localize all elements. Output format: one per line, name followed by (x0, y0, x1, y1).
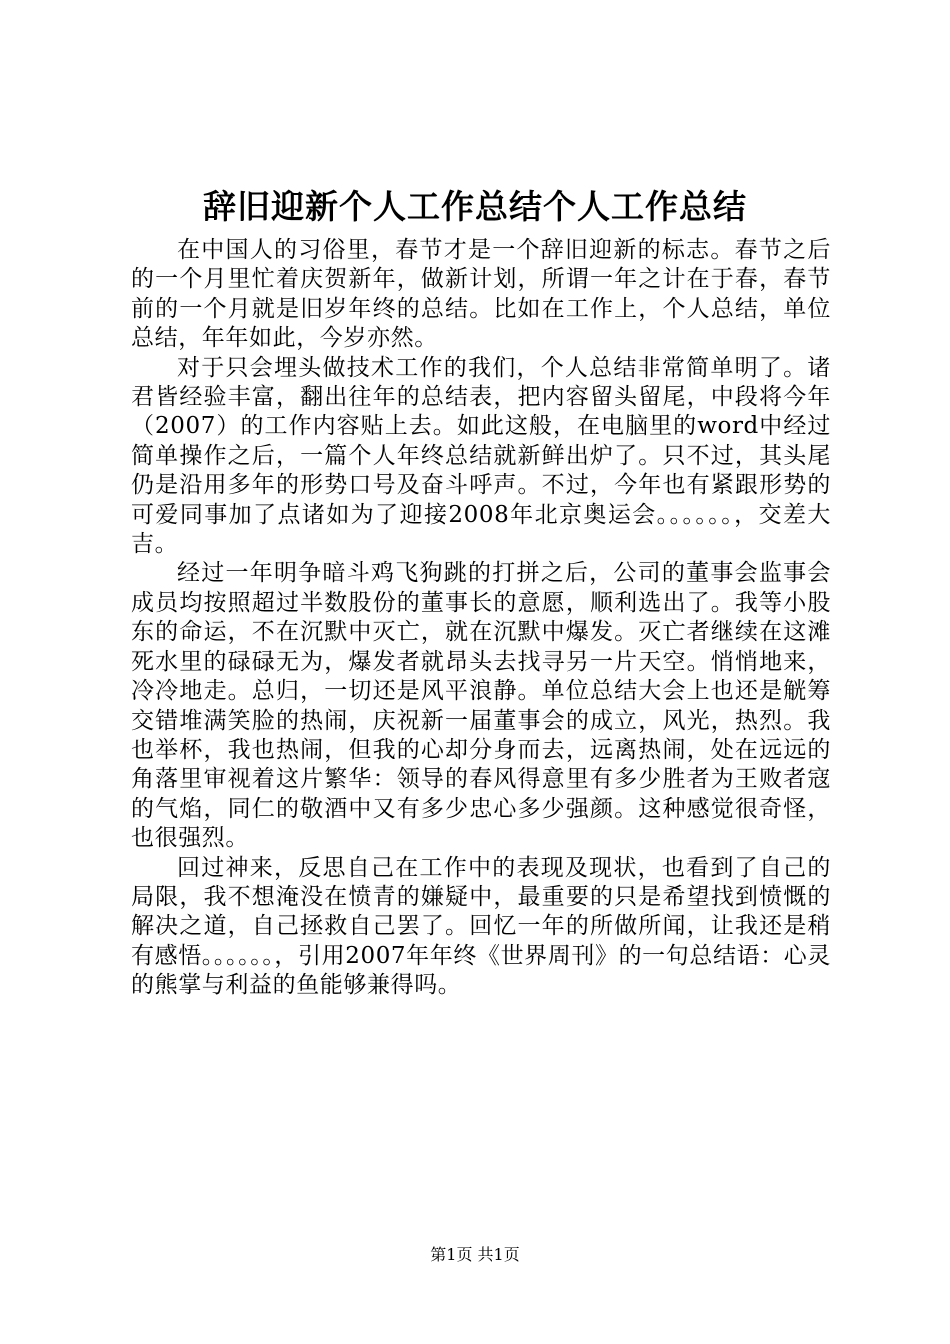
document-body (131, 236, 831, 1001)
body-paragraph: 在中国人的习俗里，春节才是一个辞旧迎新的标志。春节之后的一个月里忙着庆贺新年，做新计划，所谓一年之计在于春，春节前的一个月就是旧岁年终的总结。比如在工作上，个人总结，单位总结，年年如此，今岁亦然。 (131, 237, 831, 352)
page-footer: 第1页 共1页 (430, 1245, 520, 1264)
body-paragraph: 经过一年明争暗斗鸡飞狗跳的打拼之后，公司的董事会监事会成员均按照超过半数股份的董事长的意愿，顺利选出了。我等小股东的命运，不在沉默中灭亡，就在沉默中爆发。灭亡者继续在这滩死水里的碌碌无为，爆发者就昂头去找寻另一片天空。悄悄地来，冷冷地走。总归，一切还是风平浪静。单位总结大会上也还是觥筹交错堆满笑脸的热闹，庆祝新一届董事会的成立，风光，热烈。我也举杯，我也热闹，但我的心却分身而去，远离热闹，处在远远的角落里审视着这片繁华：领导的春风得意里有多少胜者为王败者寇的气焰，同仁的敬酒中又有多少忠心多少强颜。这种感觉很奇怪，也很强烈。 (131, 560, 831, 852)
document-title: 辞旧迎新个人工作总结个人工作总结 (203, 187, 747, 226)
body-paragraph: 对于只会埋头做技术工作的我们，个人总结非常简单明了。诸君皆经验丰富，翻出往年的总结表，把内容留头留尾，中段将今年（2007）的工作内容贴上去。如此这般，在电脑里的word中经过简单操作之后，一篇个人年终总结就新鲜出炉了。只不过，其头尾仍是沿用多年的形势口号及奋斗呼声。不过，今年也有紧跟形势的可爱同事加了点诸如为了迎接2008年北京奥运会。。。。。。，交差大吉。 (131, 354, 831, 558)
body-paragraph: 回过神来，反思自己在工作中的表现及现状，也看到了自己的局限，我不想淹没在愤青的嫌疑中，最重要的只是希望找到愤慨的解决之道，自己拯救自己罢了。回忆一年的所做所闻，让我还是稍有感悟。。。。。。，引用2007年年终《世界周刊》的一句总结语：心灵的熊掌与利益的鱼能够兼得吗。 (131, 854, 831, 999)
